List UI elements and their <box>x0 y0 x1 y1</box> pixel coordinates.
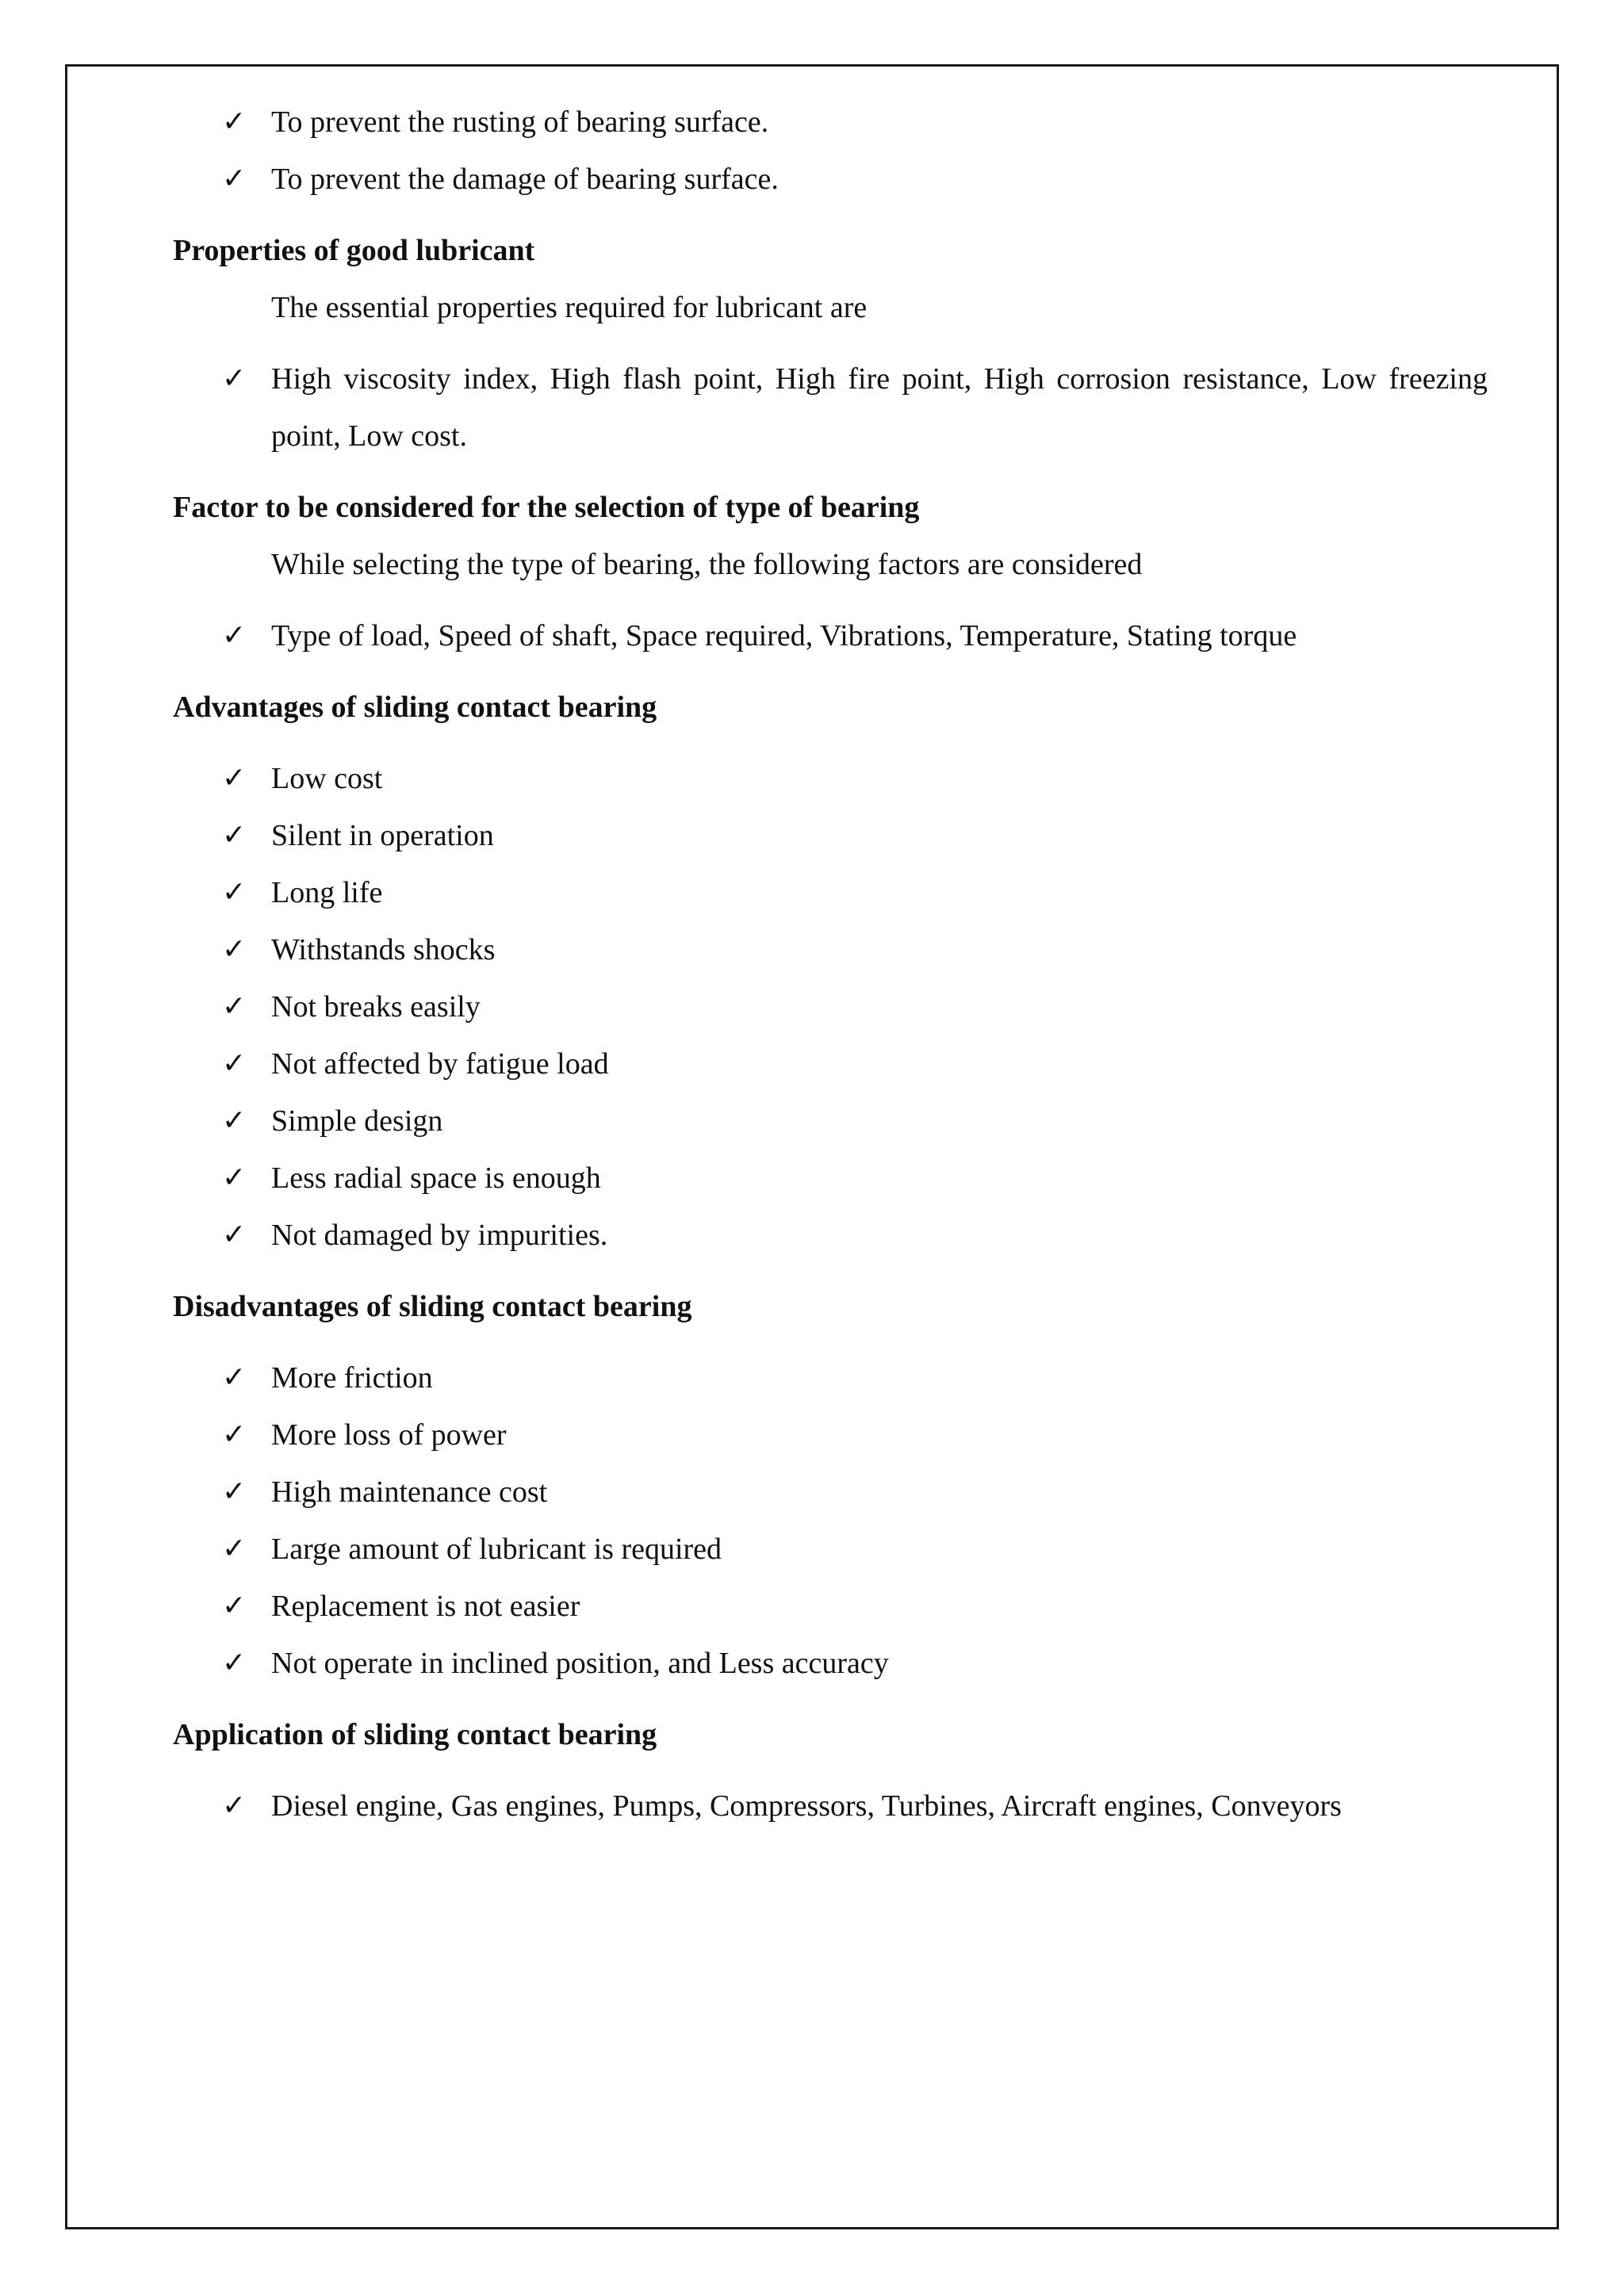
list-item-text: High viscosity index, High flash point, High fire point, High corrosion resistance, Low freezing point, Low cost. <box>271 362 1488 453</box>
checkmark-icon: ✓ <box>222 933 247 966</box>
list-item-text: Not damaged by impurities. <box>271 1219 608 1252</box>
checkmark-icon: ✓ <box>222 1647 247 1679</box>
checkmark-icon: ✓ <box>222 876 247 909</box>
list-item-text: Not operate in inclined position, and Less accuracy <box>271 1647 889 1680</box>
list-item-text: Less radial space is enough <box>271 1161 601 1195</box>
checkmark-icon: ✓ <box>222 1219 247 1251</box>
list-item <box>173 151 1488 208</box>
list-item <box>173 1777 1488 1835</box>
list-item-text: Type of load, Speed of shaft, Space required, Vibrations, Temperature, Stating torque <box>271 619 1297 652</box>
checkmark-icon: ✓ <box>222 619 247 652</box>
list-item <box>173 1635 1488 1692</box>
section-heading-selection: Factor to be considered for the selection of type of bearing <box>173 491 920 524</box>
checkmark-icon: ✓ <box>222 1418 247 1451</box>
section-intro-selection: While selecting the type of bearing, the following factors are considered <box>271 548 1143 581</box>
list-item-text: To prevent the damage of bearing surface. <box>271 163 779 196</box>
list-item <box>173 1406 1488 1464</box>
list-item <box>173 1349 1488 1406</box>
list-item <box>173 607 1488 664</box>
list-item-text: High maintenance cost <box>271 1475 548 1509</box>
list-item <box>173 1521 1488 1578</box>
list-item <box>173 750 1488 807</box>
list-item-text: Replacement is not easier <box>271 1590 580 1623</box>
checkmark-icon: ✓ <box>222 1161 247 1194</box>
section-heading-disadvantages: Disadvantages of sliding contact bearing <box>173 1290 692 1323</box>
checkmark-icon: ✓ <box>222 819 247 851</box>
list-item <box>173 978 1488 1035</box>
checkmark-icon: ✓ <box>222 1047 247 1080</box>
list-item <box>173 1578 1488 1635</box>
checkmark-icon: ✓ <box>222 1590 247 1622</box>
list-item <box>173 1093 1488 1150</box>
checkmark-icon: ✓ <box>222 362 247 395</box>
list-item <box>173 1150 1488 1207</box>
list-item-text: Simple design <box>271 1104 443 1138</box>
list-item <box>173 1035 1488 1093</box>
checkmark-icon: ✓ <box>222 105 247 138</box>
list-item-text: To prevent the rusting of bearing surface. <box>271 105 769 139</box>
checkmark-icon: ✓ <box>222 1533 247 1565</box>
checkmark-icon: ✓ <box>222 1789 247 1822</box>
section-heading-application: Application of sliding contact bearing <box>173 1718 657 1751</box>
list-item <box>173 94 1488 151</box>
checkmark-icon: ✓ <box>222 990 247 1023</box>
checkmark-icon: ✓ <box>222 762 247 794</box>
document-body <box>173 94 1488 1835</box>
list-item-text: Low cost <box>271 762 383 795</box>
list-item <box>173 864 1488 921</box>
list-item-text: Silent in operation <box>271 819 494 852</box>
list-item-text: Large amount of lubricant is required <box>271 1533 722 1566</box>
checkmark-icon: ✓ <box>222 1361 247 1394</box>
list-item <box>173 807 1488 864</box>
advantages-list <box>173 750 1488 1264</box>
list-item-text: Not affected by fatigue load <box>271 1047 609 1081</box>
list-item <box>173 921 1488 978</box>
list-item-text: Long life <box>271 876 383 909</box>
list-item <box>173 1464 1488 1521</box>
list-item-text: Diesel engine, Gas engines, Pumps, Compressors, Turbines, Aircraft engines, Conveyors <box>271 1789 1342 1823</box>
list-item-text: Not breaks easily <box>271 990 481 1024</box>
list-item <box>173 350 1488 465</box>
list-item-text: More friction <box>271 1361 433 1395</box>
disadvantages-list <box>173 1349 1488 1692</box>
section-heading-properties: Properties of good lubricant <box>173 234 535 267</box>
list-item-text: Withstands shocks <box>271 933 496 966</box>
checkmark-icon: ✓ <box>222 1475 247 1508</box>
checkmark-icon: ✓ <box>222 163 247 195</box>
checkmark-icon: ✓ <box>222 1104 247 1137</box>
section-intro-properties: The essential properties required for lubricant are <box>271 291 868 324</box>
list-item <box>173 1207 1488 1264</box>
list-item-text: More loss of power <box>271 1418 507 1452</box>
section-heading-advantages: Advantages of sliding contact bearing <box>173 691 657 724</box>
